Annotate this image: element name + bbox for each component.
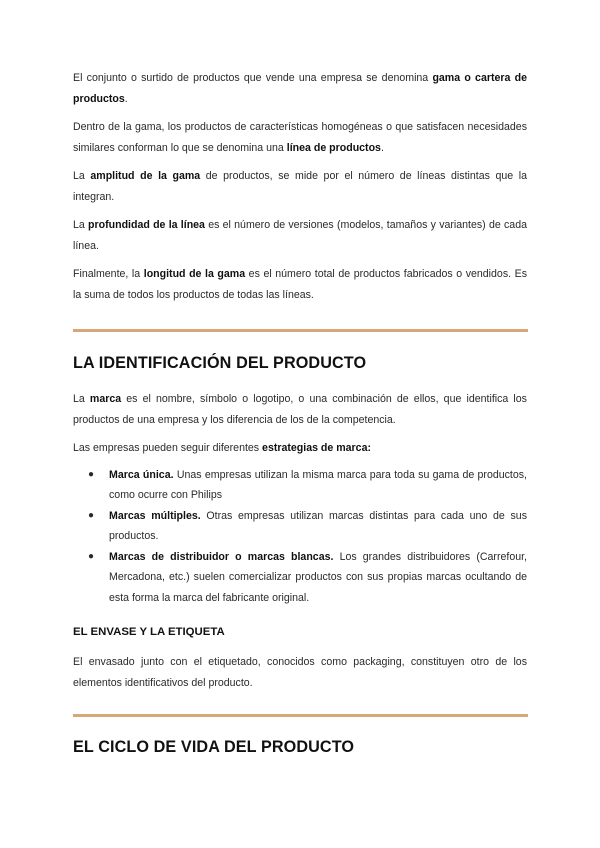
intro-section	[73, 68, 527, 305]
section-divider	[73, 714, 528, 717]
list-item: ● Marca única. Unas empresas utilizan la misma marca para toda su gama de productos, como ocurre con Philips	[73, 465, 527, 506]
paragraph-amplitud: La amplitud de la gama de productos, se mide por el número de líneas distintas que la integran.	[73, 170, 528, 203]
list-item: ● Marcas múltiples. Otras empresas utilizan marcas distintas para cada uno de sus productos.	[73, 506, 527, 547]
section-divider	[73, 329, 528, 332]
subsection-title-envase: EL ENVASE Y LA ETIQUETA	[73, 626, 225, 638]
bullet-icon: ●	[88, 550, 95, 562]
paragraph-gama: El conjunto o surtido de productos que vende una empresa se denomina gama o cartera de productos.	[73, 72, 527, 105]
paragraph-marca: La marca es el nombre, símbolo o logotipo, o una combinación de ellos, que identifica los productos de una empresa y los diferencia de los de la competencia.	[73, 393, 527, 426]
bullet-icon: ●	[88, 509, 95, 521]
paragraph-estrategias: Las empresas pueden seguir diferentes estrategias de marca:	[73, 442, 371, 454]
section-title-identificacion: LA IDENTIFICACIÓN DEL PRODUCTO	[73, 354, 367, 372]
identificacion-body	[73, 389, 527, 608]
paragraph-linea: Dentro de la gama, los productos de características homogéneas o que satisfacen necesidades similares conforman lo que se denomina una línea de productos.	[73, 121, 527, 154]
list-item: ● Marcas de distribuidor o marcas blancas. Los grandes distribuidores (Carrefour, Mercadona, etc.) suelen comercializar productos con sus propias marcas ocultando de esta forma la marca del fabricante original.	[73, 547, 527, 609]
envase-body	[73, 652, 527, 693]
paragraph-packaging: El envasado junto con el etiquetado, conocidos como packaging, constituyen otro de los elementos identificativos del producto.	[73, 656, 527, 689]
section-title-ciclo-vida: EL CICLO DE VIDA DEL PRODUCTO	[73, 738, 355, 756]
paragraph-profundidad: La profundidad de la línea es el número de versiones (modelos, tamaños y variantes) de cada línea.	[73, 219, 527, 252]
estrategias-list	[73, 465, 527, 609]
paragraph-longitud: Finalmente, la longitud de la gama es el número total de productos fabricados o vendidos. Es la suma de todos los productos de todas las líneas.	[73, 268, 527, 301]
bullet-icon: ●	[88, 468, 95, 480]
